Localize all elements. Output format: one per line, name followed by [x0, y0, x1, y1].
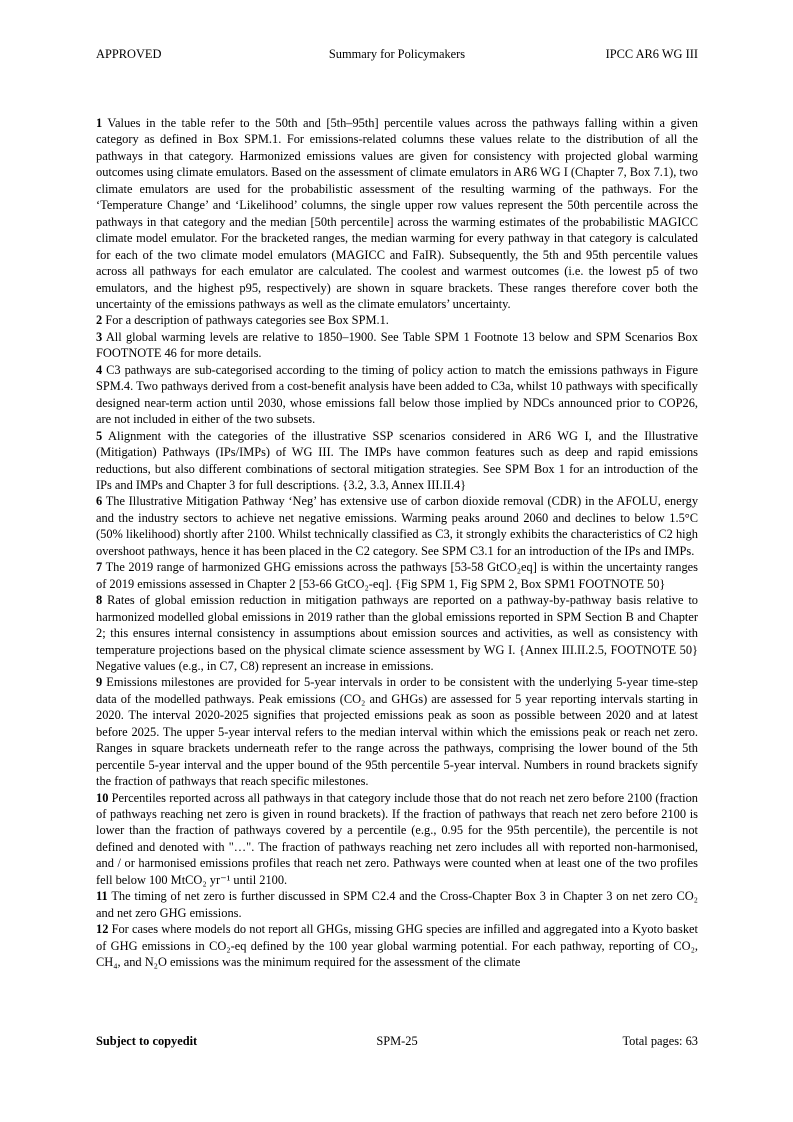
footnote: [96, 790, 698, 889]
footnote-number: 7: [96, 560, 103, 575]
footnotes-block: [96, 115, 698, 971]
header-report-name: IPCC AR6 WG III: [605, 47, 698, 61]
footnote: [96, 921, 698, 970]
footnote-text: Emissions milestones are provided for 5-year intervals in order to be consistent with the underlying 5-year time-step data of the modelled pathways. Peak emissions (CO₂ and GHGs) are assessed for 5 year reporting intervals starting in 2020. The interval 2020-2025 signifies that projected emissions peak as soon as possible between 2020 and at latest before 2025. The upper 5-year interval refers to the median interval within which the emissions peak or reach net zero. Ranges in square brackets underneath refer to the range across the pathways, comprising the lower bound of the 5th percentile 5-year interval and the upper bound of the 95th percentile 5-year interval. Numbers in round brackets signify the fraction of pathways that reach specific milestones.: [96, 675, 698, 789]
footnote-number: 5: [96, 428, 103, 443]
footnote-number: 12: [96, 922, 109, 937]
footnote-number: 6: [96, 494, 103, 509]
footnote: [96, 493, 698, 559]
footer-copyedit-notice: Subject to copyedit: [96, 1034, 198, 1048]
footnote-number: 1: [96, 116, 103, 130]
footer-page-number: SPM-25: [376, 1034, 418, 1048]
footnote-number: 4: [96, 362, 103, 377]
footnote: [96, 115, 698, 312]
footnote-number: 10: [96, 790, 109, 805]
footer-total-pages: Total pages: 63: [622, 1034, 698, 1048]
footnote-text: For a description of pathways categories see Box SPM.1.: [105, 313, 389, 328]
footnote: [96, 362, 698, 428]
footnote-text: Rates of global emission reduction in mitigation pathways are reported on a pathway-by-pathway basis relative to harmonized modelled global emissions in 2019 rather than the global emissions reported in SPM Section B and Chapter 2; this ensures internal consistency in assumptions about emission sources and activities, as well as consistency with temperature projections based on the physical climate science assessment by WG I. {Annex III.II.2.5, FOOTNOTE 50} Negative values (e.g., in C7, C8) represent an increase in emissions.: [96, 593, 698, 673]
footnote: [96, 674, 698, 789]
page-header: [96, 47, 698, 65]
footnote: [96, 888, 698, 921]
header-document-title: Summary for Policymakers: [328, 47, 466, 61]
footnote: [96, 428, 698, 494]
footnote-text: The timing of net zero is further discussed in SPM C2.4 and the Cross-Chapter Box 3 in Chapter 3 on net zero CO₂ and net zero GHG emissions.: [96, 889, 699, 920]
footnote-text: The Illustrative Mitigation Pathway ‘Neg’ has extensive use of carbon dioxide removal (CDR) in the AFOLU, energy and the industry sectors to achieve net negative emissions. Warming peaks around 2060 and declines to below 1.5°C (50% likelihood) shortly after 2100. Whilst technically classified as C3, it strongly exhibits the characteristics of C2 high overshoot pathways, hence it has been placed in the C2 category. See SPM C3.1 for an introduction of the IPs and IMPs.: [96, 494, 699, 558]
footnote-text: For cases where models do not report all GHGs, missing GHG species are infilled and aggregated into a Kyoto basket of GHG emissions in CO₂-eq defined by the 100 year global warming potential. For each pathway, reporting of CO₂, CH₄, and N₂O emissions was the minimum required for the assessment of the climate: [96, 922, 699, 970]
footnote-text: Alignment with the categories of the illustrative SSP scenarios considered in AR6 WG I, and the Illustrative (Mitigation) Pathways (IPs/IMPs) of WG III. The IMPs have common features such as deep and rapid emissions reductions, but also different combinations of sectoral mitigation strategies. See SPM Box 1 for an introduction of the IPs and IMPs and Chapter 3 for full descriptions. {3.2, 3.3, Annex III.II.4}: [96, 428, 698, 492]
footnote-number: 9: [96, 675, 103, 690]
footnote: [96, 592, 698, 674]
footnote-text: C3 pathways are sub-categorised according to the timing of policy action to match the emissions pathways in Figure SPM.4. Two pathways derived from a cost-benefit analysis have been added to C3a, whilst 10 pathways with specifically designed near-term action until 2030, whose emissions fall below those implied by NDCs announced prior to COP26, are not included in either of the two subsets.: [96, 362, 698, 427]
footnote-text: Values in the table refer to the 50th and [5th–95th] percentile values across the pathways falling within a given category as defined in Box SPM.1. For emissions-related columns these values relate to the distribution of all the pathways in that category. Harmonized emissions values are given for consistency with projected global warming outcomes using climate emulators. Based on the assessment of climate emulators in AR6 WG I (Chapter 7, Box 7.1), two climate emulators are used for the probabilistic assessment of the resulting warming of the pathways. For the ‘Temperature Change’ and ‘Likelihood’ columns, the single upper row values represent the 50th percentile across the pathways in that category and the median [50th percentile] across the warming estimates of the probabilistic MAGICC climate model emulator. For the bracketed ranges, the median warming for every pathway in that category is calculated for each of the two climate model emulators (MAGICC and FaIR). Subsequently, the 5th and 95th percentile values across all pathways for each emulator are calculated. The coolest and warmest outcomes (i.e. the lowest p5 of two emulators, and the highest p95, respectively) are shown in square brackets. These ranges therefore cover both the uncertainty of the emissions pathways as well as the climate emulators’ uncertainty.: [96, 116, 698, 311]
header-status: APPROVED: [96, 47, 162, 61]
footnote-number: 8: [96, 593, 103, 608]
footnote-number: 3: [96, 329, 103, 344]
footnote: [96, 559, 698, 592]
footnote: [96, 312, 698, 328]
footnote-text: Percentiles reported across all pathways in that category include those that do not reach net zero before 2100 (fraction of pathways reaching net zero is given in round brackets). If the fraction of pathways that reach net zero before 2100 is lower than the fraction of pathways covered by a percentile (e.g., 0.95 for the 95th percentile), the percentile is not defined and denoted with "…". The fraction of pathways reaching net zero includes all with reported non-harmonised, and / or harmonised emissions profiles that reach net zero. Pathways were counted when at least one of the two profiles fell below 100 MtCO₂ yr⁻¹ until 2100.: [96, 790, 698, 887]
footnote-number: 2: [96, 313, 103, 328]
footnote-number: 11: [96, 889, 108, 904]
page-footer: [96, 1034, 698, 1052]
footnote: [96, 329, 698, 362]
footnote-text: The 2019 range of harmonized GHG emissions across the pathways [53-58 GtCO₂eq] is within the uncertainty ranges of 2019 emissions assessed in Chapter 2 [53-66 GtCO₂-eq]. {Fig SPM 1, Fig SPM 2, Box SPM1 FOOTNOTE 50}: [96, 560, 698, 591]
footnote-text: All global warming levels are relative to 1850–1900. See Table SPM 1 Footnote 13 below and SPM Scenarios Box FOOTNOTE 46 for more details.: [96, 329, 698, 361]
